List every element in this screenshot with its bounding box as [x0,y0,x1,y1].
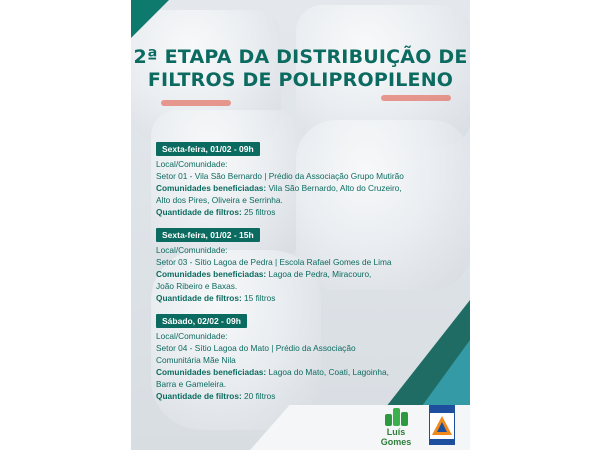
local-label: Local/Comunidade: [156,331,228,341]
communities-text: Vila São Bernardo, Alto do Cruzeiro, [266,183,402,193]
date-time-badge: Sexta-feira, 01/02 - 09h [156,142,260,156]
communities-text: João Ribeiro e Baxas. [156,281,238,291]
communities-line [156,366,456,378]
communities-line [156,268,456,280]
quantity-label: Quantidade de filtros: [156,207,242,217]
announcement-poster [131,0,470,450]
schedule-block [156,137,456,218]
civil-defense-logo [429,405,455,447]
quantity-value: 20 filtros [241,391,276,401]
local-text: Comunitária Mãe Nila [156,355,236,365]
municipality-name: Luís Gomes [380,427,412,447]
quantity-value: 15 filtros [241,293,276,303]
local-text: Setor 03 - Sítio Lagoa de Pedra | Escola Rafael Gomes de Lima [156,257,392,267]
title-line: FILTROS DE POLIPROPILENO [147,69,454,91]
municipality-logo [371,408,421,447]
corner-decoration [131,0,169,38]
communities-label: Comunidades beneficiadas: [156,367,267,377]
municipality-emblem-icon [384,408,408,426]
quantity-label: Quantidade de filtros: [156,293,242,303]
local-label: Local/Comunidade: [156,159,228,169]
quantity-line [156,206,456,218]
quantity-line [156,390,456,402]
poster-title [131,46,470,92]
local-label: Local/Comunidade: [156,245,228,255]
title-line: 2ª ETAPA DA DISTRIBUIÇÃO DE [133,46,468,68]
quantity-line [156,292,456,304]
quantity-label: Quantidade de filtros: [156,391,242,401]
civil-defense-banner [429,405,455,412]
communities-text: Alto dos Pires, Oliveira e Serrinha. [156,195,283,205]
local-text: Setor 04 - Sítio Lagoa do Mato | Prédio da Associação [156,343,356,353]
bucket-label-stripe [161,100,231,106]
civil-defense-emblem-icon [429,412,455,440]
date-time-badge: Sábado, 02/02 - 09h [156,314,247,328]
date-time-badge: Sexta-feira, 01/02 - 15h [156,228,260,242]
communities-label: Comunidades beneficiadas: [156,269,267,279]
bucket-label-stripe [381,95,451,101]
schedule-block [156,309,456,402]
communities-line [156,182,456,194]
local-text: Setor 01 - Vila São Bernardo | Prédio da Associação Grupo Mutirão [156,171,404,181]
communities-text: Lagoa de Pedra, Miracouro, [266,269,372,279]
communities-text: Lagoa do Mato, Coati, Lagoinha, [266,367,389,377]
quantity-value: 25 filtros [241,207,276,217]
communities-label: Comunidades beneficiadas: [156,183,267,193]
schedule-block [156,223,456,304]
communities-text: Barra e Gameleira. [156,379,227,389]
